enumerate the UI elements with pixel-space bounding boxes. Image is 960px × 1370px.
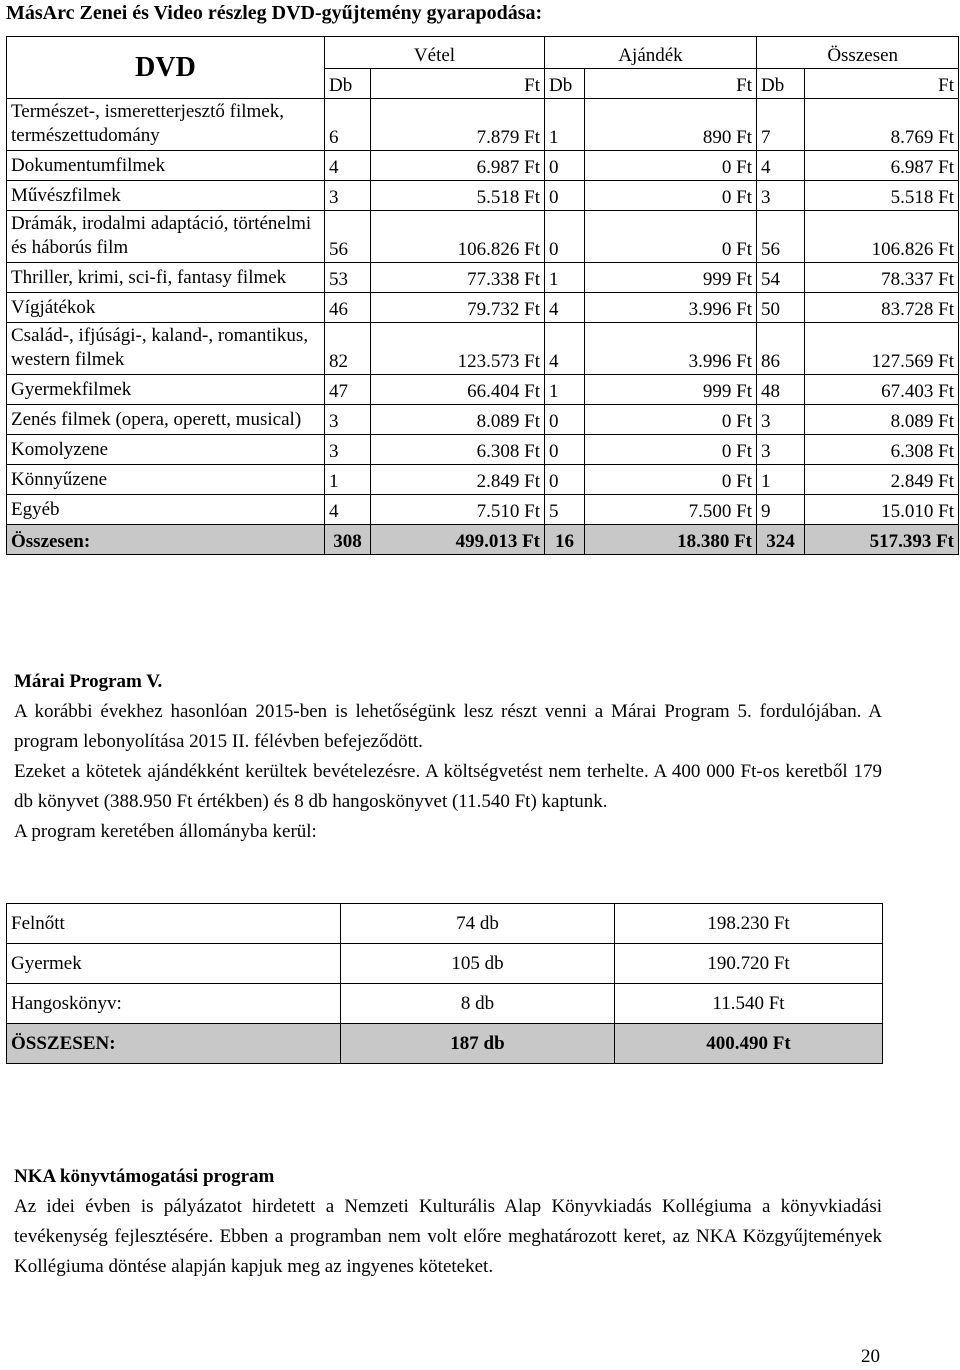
- table-row: [7, 944, 883, 984]
- sub-header: Db: [545, 69, 585, 99]
- value-cell: 4: [325, 151, 371, 181]
- marai-value-cell: 74 db: [341, 904, 615, 944]
- sub-header: Db: [325, 69, 371, 99]
- table-row: [7, 323, 959, 375]
- table-row: [7, 375, 959, 405]
- value-cell: 0 Ft: [585, 211, 757, 263]
- value-cell: 4: [545, 293, 585, 323]
- value-cell: 78.337 Ft: [805, 263, 959, 293]
- marai-total-label: ÖSSZESEN:: [7, 1024, 341, 1064]
- value-cell: 56: [757, 211, 805, 263]
- value-cell: 0: [545, 405, 585, 435]
- value-cell: 127.569 Ft: [805, 323, 959, 375]
- table-row: [7, 263, 959, 293]
- value-cell: 48: [757, 375, 805, 405]
- marai-value-cell: 8 db: [341, 984, 615, 1024]
- value-cell: 47: [325, 375, 371, 405]
- dvd-table-title: DVD: [7, 37, 325, 99]
- marai-value-cell: 11.540 Ft: [615, 984, 883, 1024]
- value-cell: 1: [325, 465, 371, 495]
- sub-header: Ft: [805, 69, 959, 99]
- value-cell: 0 Ft: [585, 405, 757, 435]
- sub-header: Db: [757, 69, 805, 99]
- category-cell: Könnyűzene: [7, 465, 325, 495]
- category-cell: Thriller, krimi, sci-fi, fantasy filmek: [7, 263, 325, 293]
- value-cell: 999 Ft: [585, 375, 757, 405]
- value-cell: 6.987 Ft: [805, 151, 959, 181]
- value-cell: 4: [757, 151, 805, 181]
- group-header-purchase: Vétel: [325, 37, 545, 69]
- total-cell: 324: [757, 525, 805, 555]
- page-number: 20: [861, 1346, 880, 1367]
- value-cell: 9: [757, 495, 805, 525]
- value-cell: 0: [545, 211, 585, 263]
- value-cell: 46: [325, 293, 371, 323]
- marai-title: Márai Program V.: [14, 671, 163, 692]
- value-cell: 3: [325, 405, 371, 435]
- marai-paragraph: A program keretében állományba kerül:: [14, 821, 317, 842]
- marai-total-cell: 400.490 Ft: [615, 1024, 883, 1064]
- table-row: [7, 211, 959, 263]
- value-cell: 8.089 Ft: [371, 405, 545, 435]
- value-cell: 3.996 Ft: [585, 323, 757, 375]
- table-row: [7, 904, 883, 944]
- nka-section: [14, 1162, 882, 1282]
- table-row: [7, 181, 959, 211]
- marai-paragraph: A korábbi évekhez hasonlóan 2015-ben is lehetőségünk lesz részt venni a Márai Program 5. fordulójában. A program lebonyolítása 2015 II. félévben befejeződött.: [14, 701, 882, 752]
- table-row: [7, 405, 959, 435]
- value-cell: 6.308 Ft: [371, 435, 545, 465]
- value-cell: 5.518 Ft: [371, 181, 545, 211]
- value-cell: 8.769 Ft: [805, 99, 959, 151]
- value-cell: 0: [545, 181, 585, 211]
- sub-header: Ft: [585, 69, 757, 99]
- value-cell: 56: [325, 211, 371, 263]
- total-cell: 517.393 Ft: [805, 525, 959, 555]
- value-cell: 3: [757, 435, 805, 465]
- value-cell: 123.573 Ft: [371, 323, 545, 375]
- group-header-gift: Ajándék: [545, 37, 757, 69]
- total-cell: 499.013 Ft: [371, 525, 545, 555]
- nka-title: NKA könyvtámogatási program: [14, 1166, 275, 1187]
- value-cell: 8.089 Ft: [805, 405, 959, 435]
- sub-header: Ft: [371, 69, 545, 99]
- category-cell: Család-, ifjúsági-, kaland-, romantikus, western filmek: [7, 323, 325, 375]
- value-cell: 6: [325, 99, 371, 151]
- value-cell: 3: [757, 405, 805, 435]
- marai-paragraph: Ezeket a kötetek ajándékként kerültek bevételezésre. A költségvetést nem terhelte. A 400 000 Ft-os keretből 179 db könyvet (388.950 Ft értékben) és 8 db hangoskönyvet (11.540 Ft) kaptunk.: [14, 761, 882, 812]
- value-cell: 3: [325, 181, 371, 211]
- table-row: [7, 99, 959, 151]
- marai-value-cell: 198.230 Ft: [615, 904, 883, 944]
- value-cell: 53: [325, 263, 371, 293]
- value-cell: 79.732 Ft: [371, 293, 545, 323]
- table-row: [7, 151, 959, 181]
- page-heading: MásArc Zenei és Video részleg DVD-gyűjtemény gyarapodása:: [6, 2, 543, 24]
- marai-value-cell: 190.720 Ft: [615, 944, 883, 984]
- total-label: Összesen:: [7, 525, 325, 555]
- value-cell: 54: [757, 263, 805, 293]
- category-cell: Dokumentumfilmek: [7, 151, 325, 181]
- value-cell: 86: [757, 323, 805, 375]
- value-cell: 2.849 Ft: [371, 465, 545, 495]
- value-cell: 0 Ft: [585, 151, 757, 181]
- group-header-total: Összesen: [757, 37, 959, 69]
- value-cell: 0 Ft: [585, 181, 757, 211]
- value-cell: 1: [757, 465, 805, 495]
- value-cell: 7.510 Ft: [371, 495, 545, 525]
- marai-label-cell: Hangoskönyv:: [7, 984, 341, 1024]
- marai-label-cell: Felnőtt: [7, 904, 341, 944]
- value-cell: 106.826 Ft: [371, 211, 545, 263]
- value-cell: 83.728 Ft: [805, 293, 959, 323]
- marai-total-cell: 187 db: [341, 1024, 615, 1064]
- value-cell: 1: [545, 99, 585, 151]
- category-cell: Gyermekfilmek: [7, 375, 325, 405]
- category-cell: Egyéb: [7, 495, 325, 525]
- value-cell: 50: [757, 293, 805, 323]
- category-cell: Zenés filmek (opera, operett, musical): [7, 405, 325, 435]
- value-cell: 3.996 Ft: [585, 293, 757, 323]
- nka-paragraph: Az idei évben is pályázatot hirdetett a Nemzeti Kulturális Alap Könyvkiadás Kollégiuma a könyvkiadási tevékenység fejlesztésére. Ebben a programban nem volt előre meghatározott keret, az NKA Közgyűjtemények Kollégiuma döntése alapján kapjuk meg az ingyenes köteteket.: [14, 1196, 882, 1277]
- value-cell: 0: [545, 435, 585, 465]
- table-row: [7, 435, 959, 465]
- value-cell: 82: [325, 323, 371, 375]
- dvd-acquisition-table: [6, 36, 959, 555]
- value-cell: 4: [545, 323, 585, 375]
- value-cell: 3: [757, 181, 805, 211]
- category-cell: Természet-, ismeretterjesztő filmek, természettudomány: [7, 99, 325, 151]
- category-cell: Művészfilmek: [7, 181, 325, 211]
- value-cell: 5: [545, 495, 585, 525]
- marai-section: [14, 667, 882, 847]
- value-cell: 6.987 Ft: [371, 151, 545, 181]
- value-cell: 999 Ft: [585, 263, 757, 293]
- value-cell: 4: [325, 495, 371, 525]
- table-row: [7, 984, 883, 1024]
- total-cell: 16: [545, 525, 585, 555]
- value-cell: 66.404 Ft: [371, 375, 545, 405]
- category-cell: Komolyzene: [7, 435, 325, 465]
- value-cell: 0: [545, 151, 585, 181]
- value-cell: 890 Ft: [585, 99, 757, 151]
- value-cell: 0 Ft: [585, 435, 757, 465]
- value-cell: 77.338 Ft: [371, 263, 545, 293]
- value-cell: 7.879 Ft: [371, 99, 545, 151]
- value-cell: 67.403 Ft: [805, 375, 959, 405]
- value-cell: 7.500 Ft: [585, 495, 757, 525]
- total-cell: 308: [325, 525, 371, 555]
- value-cell: 6.308 Ft: [805, 435, 959, 465]
- table-row: [7, 495, 959, 525]
- value-cell: 3: [325, 435, 371, 465]
- category-cell: Vígjátékok: [7, 293, 325, 323]
- value-cell: 5.518 Ft: [805, 181, 959, 211]
- value-cell: 1: [545, 263, 585, 293]
- marai-value-cell: 105 db: [341, 944, 615, 984]
- value-cell: 106.826 Ft: [805, 211, 959, 263]
- value-cell: 7: [757, 99, 805, 151]
- marai-label-cell: Gyermek: [7, 944, 341, 984]
- value-cell: 2.849 Ft: [805, 465, 959, 495]
- value-cell: 1: [545, 375, 585, 405]
- table-row: [7, 293, 959, 323]
- category-cell: Drámák, irodalmi adaptáció, történelmi és háborús film: [7, 211, 325, 263]
- marai-table: [6, 903, 883, 1064]
- table-row: [7, 465, 959, 495]
- total-cell: 18.380 Ft: [585, 525, 757, 555]
- value-cell: 0: [545, 465, 585, 495]
- value-cell: 0 Ft: [585, 465, 757, 495]
- value-cell: 15.010 Ft: [805, 495, 959, 525]
